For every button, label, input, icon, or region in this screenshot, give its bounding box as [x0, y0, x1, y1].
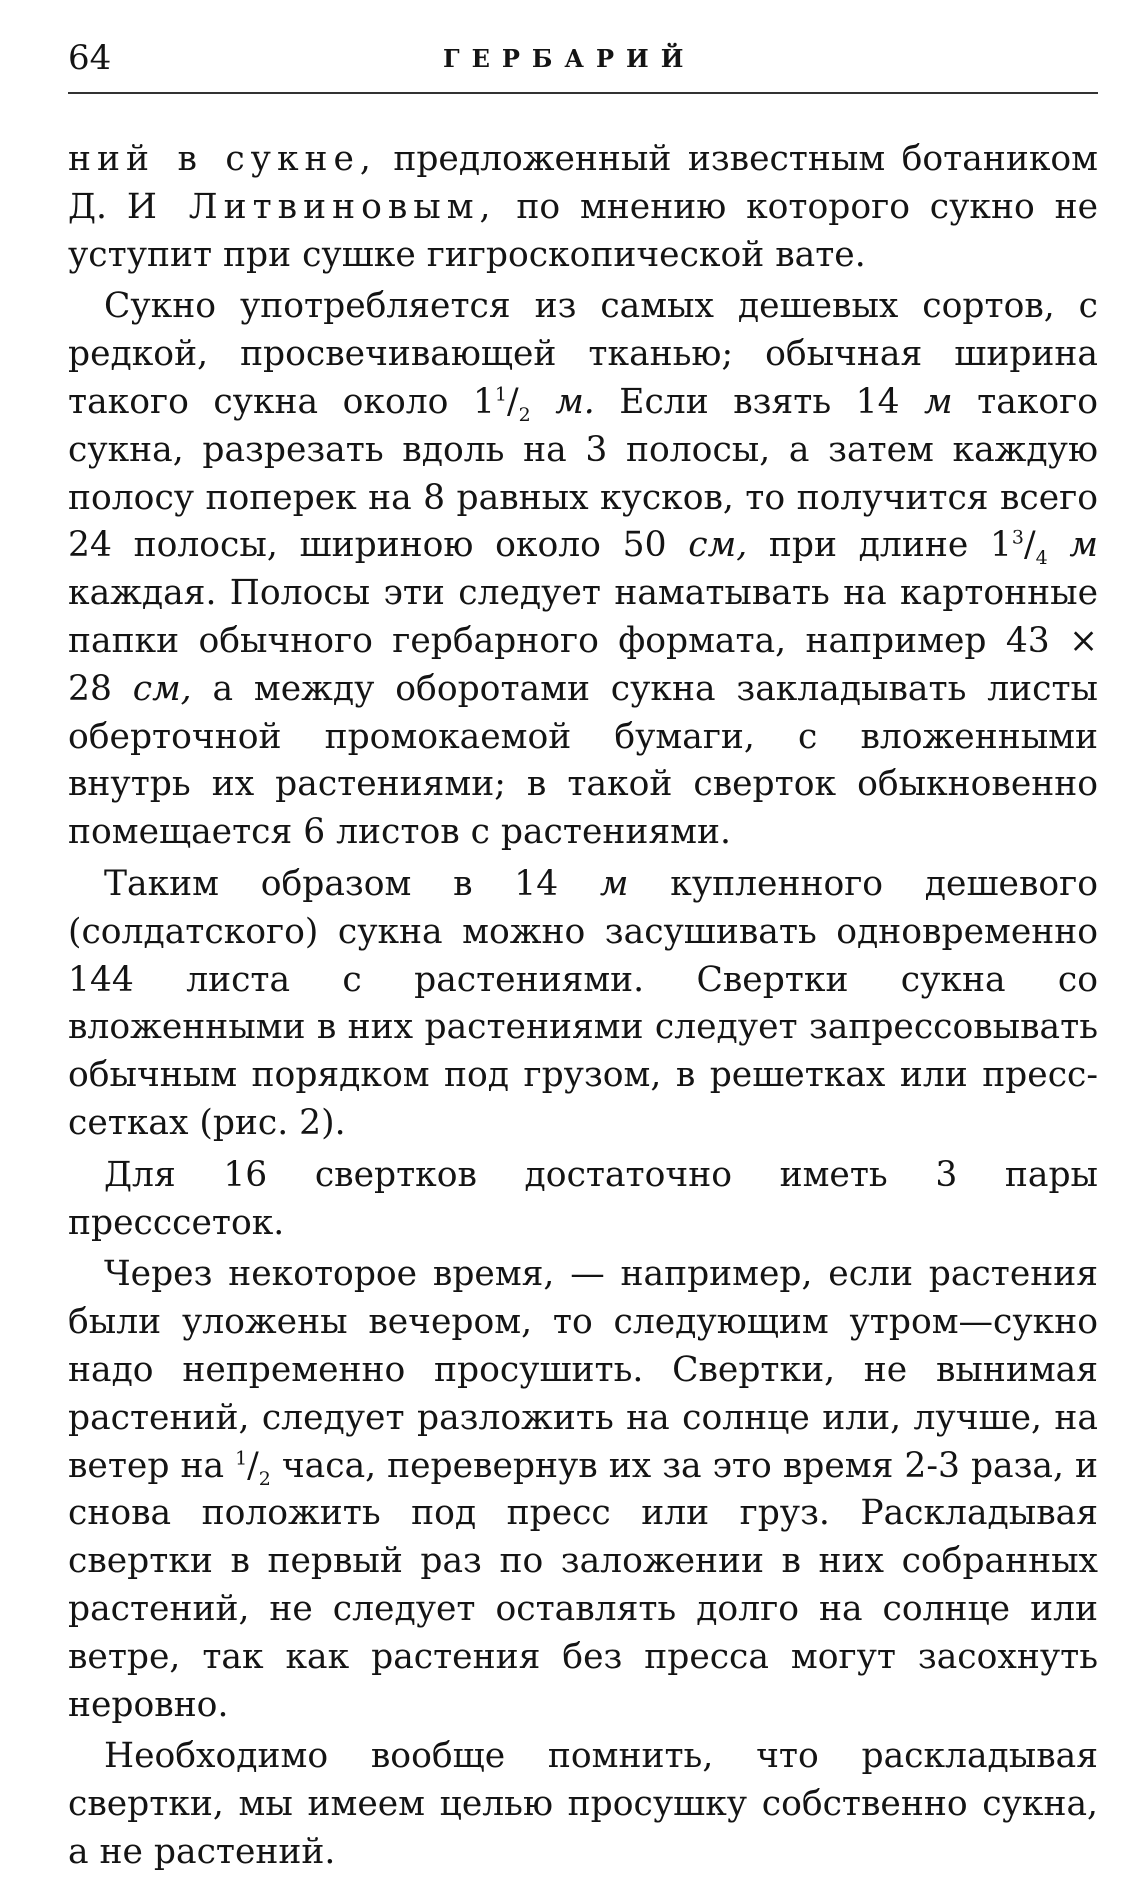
- fraction-denominator: 2: [258, 1467, 271, 1490]
- unit: м.: [555, 381, 595, 422]
- text-run: Сукно употребляется из самых дешевых сортов, с редкой, просвечивающей тканью; обычная ширина такого сукна около: [68, 286, 1098, 422]
- unit: м: [1069, 525, 1099, 566]
- text-run: при длине: [747, 525, 990, 566]
- fraction-numerator: 1: [235, 1447, 248, 1470]
- fraction-whole: 1: [989, 525, 1012, 566]
- fraction: $^1/_2$: [235, 1445, 271, 1490]
- header-rule: [68, 92, 1098, 94]
- unit: см,: [688, 525, 748, 566]
- body-text: [68, 136, 1098, 1881]
- text-run: купленного дешевого (солдатского) сукна можно засушивать одновременно 144 листа с растениями. Свертки сукна со вложенными в них растениями следует запрессовывать обычным порядком под грузом, в решетках или пресс-сетках (рис. 2).: [68, 863, 1098, 1143]
- author-name: И Литвиновым,: [126, 186, 497, 227]
- paragraph-3: [68, 861, 1098, 1148]
- fraction-whole: 1: [472, 381, 495, 422]
- page-number: 64: [68, 38, 112, 78]
- fraction: $1^1/_2$: [472, 381, 531, 426]
- text-run: по мнению которого сукно не уступит при сушке гигроскопической вате.: [68, 186, 1099, 275]
- fraction-numerator: 3: [1011, 526, 1024, 549]
- fraction-numerator: 1: [494, 383, 507, 406]
- unit: см,: [132, 668, 192, 709]
- paragraph-4: Для 16 свертков достаточно иметь 3 пары пресссеток.: [68, 1154, 1098, 1243]
- paragraph-6: Необходимо вообще помнить, что раскладывая свертки, мы имеем целью просушку собственно сукна, а не растений.: [68, 1736, 1098, 1872]
- fraction: $1^3/_4$: [989, 525, 1048, 570]
- paragraph-1: [68, 136, 1098, 279]
- text-run: Через некоторое время, — например, если растения были уложены вечером, то следующим утром—сукно надо непременно просушить. Свертки, не вынимая растений, следует разложить на солнце или, лучше, на ветер на: [68, 1254, 1098, 1486]
- paragraph-5: [68, 1251, 1098, 1729]
- text-run: часа, перевернув их за это время 2-3 раза, и снова положить под пресс или груз. Раскладывая свертки в первый раз по заложении в них собранных растений, не следует оставлять долго на солнце или ветре, так как растения без пресса могут засохнуть неровно.: [68, 1445, 1098, 1725]
- text-run: предложенный известным ботаником Д.: [68, 139, 1098, 227]
- unit: м: [599, 863, 629, 904]
- fraction-denominator: 2: [518, 403, 531, 426]
- fraction-denominator: 4: [1035, 547, 1048, 570]
- unit: м: [924, 381, 953, 422]
- running-head: [68, 30, 1098, 90]
- running-title: ГЕРБАРИЙ: [443, 44, 696, 73]
- text-run: Если взять 14: [594, 381, 925, 422]
- text-run: а между оборотами сукна закладывать листы оберточной промокаемой бумаги, с вложенными внутрь их растениями; в такой сверток обыкновенно помещается 6 листов с растениями.: [68, 668, 1098, 853]
- paragraph-2: [68, 283, 1098, 857]
- book-page: [68, 30, 1099, 1872]
- spaced-text: ний в сукне,: [68, 139, 377, 179]
- text-run: такого сукна, разрезать вдоль на 3 полосы, а затем каждую полосу поперек на 8 равных кусков, то получится всего 24 полосы, шириною около 50: [68, 381, 1099, 566]
- text-run: Таким образом в 14: [104, 863, 600, 904]
- text-run: каждая. Полосы эти следует наматывать на картонные папки обычного гербарного формата, например 43 × 28: [68, 573, 1098, 709]
